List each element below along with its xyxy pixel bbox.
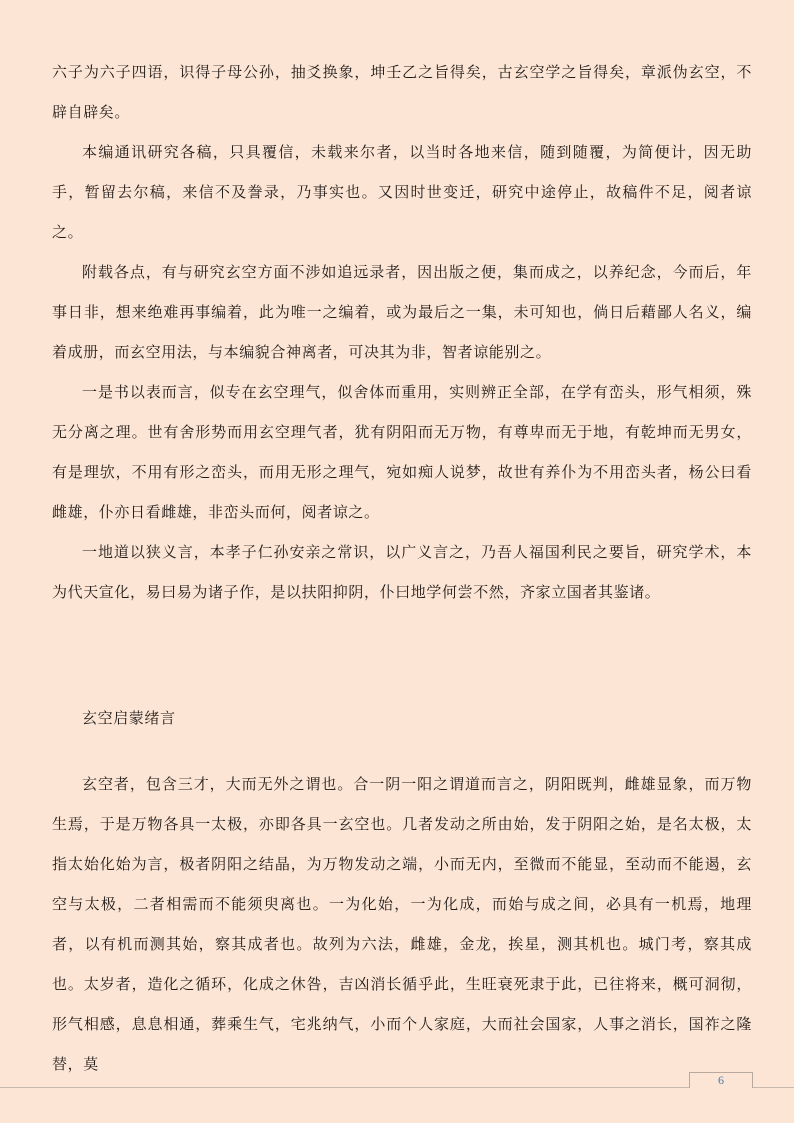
paragraph-5: 一地道以狭义言，本孝子仁孙安亲之常识，以广义言之，乃吾人福国利民之要旨，研究学术，本为代天宣化，易曰易为诸子作，是以扶阳抑阴，仆曰地学何尝不然，齐家立国者其鉴诸。	[52, 543, 752, 601]
document-body	[52, 52, 752, 1084]
paragraph-2: 本编通讯研究各稿，只具覆信，未载来尔者，以当时各地来信，随到随覆，为简便计，因无助手，暂留去尔稿，来信不及誊录，乃事实也。又因时世变迁，研究中途停止，故稿件不足，阅者谅之。	[52, 143, 752, 241]
section-body	[52, 764, 752, 1084]
paragraph-1: 六子为六子四语，识得子母公孙，抽爻换象，坤壬乙之旨得矣，古玄空学之旨得矣，章派伪玄空，不辟自辟矣。	[52, 63, 752, 121]
section-paragraph-1: 玄空者，包含三才，大而无外之谓也。合一阴一阳之谓道而言之，阴阳既判，雌雄显象，而万物生焉，于是万物各具一太极，亦即各具一玄空也。几者发动之所由始，发于阴阳之始，是名太极，太指太始化始为言，极者阴阳之结晶，为万物发动之端，小而无内，至微而不能显，至动而不能遏，玄空与太极，二者相需而不能须臾离也。一为化始，一为化成，而始与成之间，必具有一机焉，地理者，以有机而测其始，察其成者也。故列为六法，雌雄，金龙，挨星，测其机也。城门考，察其成也。太岁者，造化之循环，化成之休咎，吉凶消长循乎此，生旺衰死隶于此，已往将来，概可洞彻，形气相感，息息相通，葬乘生气，宅兆纳气，小而个人家庭，大而社会国家，人事之消长，国祚之隆替，莫	[52, 775, 752, 1073]
footer-divider	[0, 1087, 794, 1088]
paragraph-4: 一是书以表而言，似专在玄空理气，似舍体而重用，实则辨正全部，在学有峦头，形气相须，殊无分离之理。世有舍形势而用玄空理气者，犹有阴阳而无万物，有尊卑而无于地，有乾坤而无男女，有是理欤，不用有形之峦头，而用无形之理气，宛如痴人说梦，故世有养仆为不用峦头者，杨公曰看雌雄，仆亦日看雌雄，非峦头而何，阅者谅之。	[52, 383, 752, 521]
page-number: 6	[689, 1072, 753, 1088]
paragraph-3: 附载各点，有与研究玄空方面不涉如追远录者，因出版之便，集而成之，以养纪念，今而后，年事日非，想来绝难再事编着，此为唯一之编着，或为最后之一集，未可知也，倘日后藉鄙人名义，编着成册，而玄空用法，与本编貌合神离者，可决其为非，智者谅能别之。	[52, 263, 752, 361]
section-title: 玄空启蒙绪言	[82, 709, 176, 727]
